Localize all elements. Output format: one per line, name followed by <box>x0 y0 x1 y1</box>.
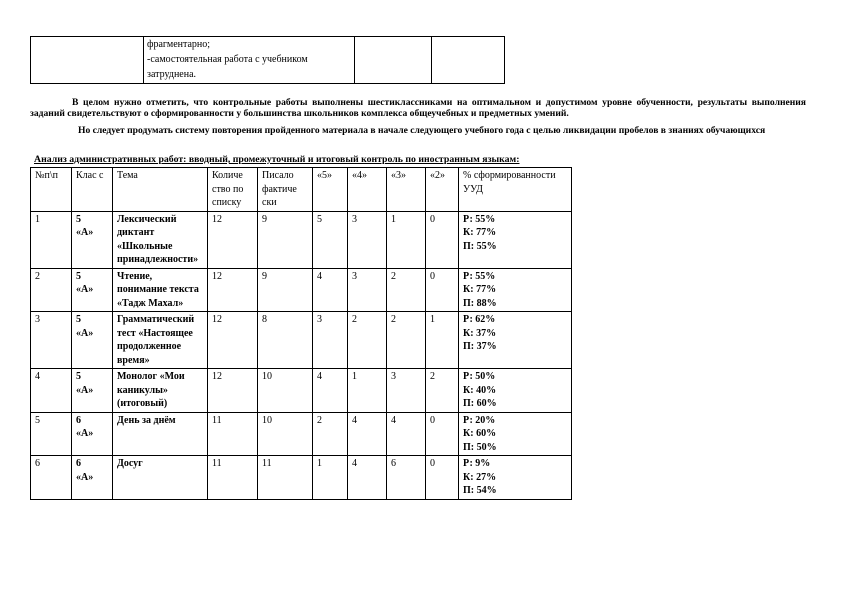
row-grade-3: 6 <box>387 456 426 500</box>
row-total: 11 <box>208 456 258 500</box>
row-topic: Монолог «Мои каникулы» (итоговый) <box>113 369 208 413</box>
row-wrote: 10 <box>258 369 313 413</box>
header-grade-5: «5» <box>313 168 348 212</box>
uud-communicative: К: 40% <box>463 384 497 396</box>
class-grade: 5 <box>76 213 81 225</box>
uud-cognitive: П: 54% <box>463 485 497 496</box>
row-topic: День за днём <box>113 412 208 456</box>
row-number: 6 <box>31 456 72 500</box>
table-row <box>31 312 572 369</box>
row-grade-3: 1 <box>387 211 426 268</box>
header-class: Клас с <box>72 168 113 212</box>
analysis-heading: Анализ административных работ: вводный, промежуточный и итоговый контроль по иностранным языкам: <box>34 154 520 165</box>
fragment-line: -самостоятельная работа с учебником <box>147 54 308 65</box>
table-row <box>31 412 572 456</box>
row-total: 12 <box>208 211 258 268</box>
uud-regulatory: Р: 55% <box>463 213 496 225</box>
table-row <box>31 268 572 312</box>
row-wrote: 8 <box>258 312 313 369</box>
row-number: 2 <box>31 268 72 312</box>
row-grade-4: 3 <box>348 268 387 312</box>
class-grade: 6 <box>76 458 81 469</box>
row-wrote: 10 <box>258 412 313 456</box>
results-table <box>30 167 572 500</box>
uud-communicative: К: 77% <box>463 284 497 295</box>
table-row <box>31 456 572 500</box>
row-grade-4: 4 <box>348 456 387 500</box>
row-grade-2: 0 <box>426 268 459 312</box>
row-grade-5: 4 <box>313 268 348 312</box>
uud-communicative: К: 60% <box>463 428 497 439</box>
row-total: 12 <box>208 312 258 369</box>
uud-regulatory: Р: 20% <box>463 414 496 426</box>
uud-cognitive: П: 55% <box>463 240 497 252</box>
row-number: 3 <box>31 312 72 369</box>
fragment-cell-empty <box>31 37 144 84</box>
row-number: 4 <box>31 369 72 413</box>
class-grade: 5 <box>76 314 81 325</box>
uud-communicative: К: 27% <box>463 471 497 483</box>
uud-cognitive: П: 37% <box>463 341 497 352</box>
row-total: 11 <box>208 412 258 456</box>
fragment-table <box>30 36 505 84</box>
row-grade-3: 3 <box>387 369 426 413</box>
row-grade-4: 4 <box>348 412 387 456</box>
header-wrote: Писало фактиче ски <box>258 168 313 212</box>
class-letter: «А» <box>76 428 94 439</box>
row-number: 5 <box>31 412 72 456</box>
row-grade-2: 1 <box>426 312 459 369</box>
fragment-text-cell <box>144 37 355 84</box>
recommendation-paragraph: Но следует продумать систему повторения пройденного материала в начале следующего учебного года с целью ликвидации пробелов в знаниях обучающихся <box>78 125 766 136</box>
class-grade: 5 <box>76 371 81 382</box>
row-grade-5: 4 <box>313 369 348 413</box>
row-uud <box>459 369 572 413</box>
row-grade-5: 5 <box>313 211 348 268</box>
header-topic: Тема <box>113 168 208 212</box>
class-grade: 6 <box>76 414 81 426</box>
row-grade-5: 1 <box>313 456 348 500</box>
uud-regulatory: Р: 62% <box>463 314 496 325</box>
header-number: №п\п <box>31 168 72 212</box>
row-wrote: 11 <box>258 456 313 500</box>
table-row <box>31 37 505 84</box>
row-grade-3: 4 <box>387 412 426 456</box>
uud-cognitive: П: 88% <box>463 297 497 309</box>
fragment-cell-empty <box>355 37 432 84</box>
header-grade-3: «3» <box>387 168 426 212</box>
row-total: 12 <box>208 268 258 312</box>
header-grade-4: «4» <box>348 168 387 212</box>
row-wrote: 9 <box>258 211 313 268</box>
uud-cognitive: П: 50% <box>463 441 497 453</box>
row-total: 12 <box>208 369 258 413</box>
class-letter: «А» <box>76 471 94 483</box>
row-wrote: 9 <box>258 268 313 312</box>
class-letter: «А» <box>76 227 94 238</box>
uud-cognitive: П: 60% <box>463 398 497 409</box>
row-grade-2: 0 <box>426 412 459 456</box>
row-uud <box>459 268 572 312</box>
row-grade-3: 2 <box>387 312 426 369</box>
uud-communicative: К: 37% <box>463 327 497 339</box>
row-grade-3: 2 <box>387 268 426 312</box>
uud-communicative: К: 77% <box>463 227 497 238</box>
row-grade-2: 2 <box>426 369 459 413</box>
row-topic: Досуг <box>113 456 208 500</box>
row-uud <box>459 412 572 456</box>
class-letter: «А» <box>76 384 94 396</box>
row-grade-4: 2 <box>348 312 387 369</box>
table-row <box>31 369 572 413</box>
fragment-line: фрагментарно; <box>147 39 211 50</box>
fragment-cell-empty <box>432 37 505 84</box>
row-grade-4: 1 <box>348 369 387 413</box>
row-class <box>72 456 113 500</box>
row-uud <box>459 312 572 369</box>
row-uud <box>459 211 572 268</box>
row-class <box>72 412 113 456</box>
row-grade-2: 0 <box>426 211 459 268</box>
row-topic: Чтение, понимание текста «Тадж Махал» <box>113 268 208 312</box>
uud-regulatory: Р: 55% <box>463 270 496 282</box>
header-total: Количе ство по списку <box>208 168 258 212</box>
row-grade-5: 2 <box>313 412 348 456</box>
row-class <box>72 268 113 312</box>
row-grade-2: 0 <box>426 456 459 500</box>
fragment-line: затруднена. <box>147 69 197 80</box>
class-letter: «А» <box>76 284 94 295</box>
table-header-row <box>31 168 572 212</box>
row-class <box>72 369 113 413</box>
row-class <box>72 312 113 369</box>
conclusion-paragraph: В целом нужно отметить, что контрольные работы выполнены шестиклассниками на оптимальном и допустимом уровне обученности, результаты выполнения заданий свидетельствуют о сформированности у большинства школьников комплекса общеучебных и предметных умений. <box>30 97 806 119</box>
header-uud: % сформированности УУД <box>459 168 572 212</box>
row-uud <box>459 456 572 500</box>
row-grade-4: 3 <box>348 211 387 268</box>
table-row <box>31 211 572 268</box>
header-grade-2: «2» <box>426 168 459 212</box>
row-topic: Грамматический тест «Настоящее продолженное время» <box>113 312 208 369</box>
row-number: 1 <box>31 211 72 268</box>
class-letter: «А» <box>76 327 94 339</box>
uud-regulatory: Р: 9% <box>463 458 491 469</box>
class-grade: 5 <box>76 270 81 282</box>
row-topic: Лексический диктант «Школьные принадлежности» <box>113 211 208 268</box>
uud-regulatory: Р: 50% <box>463 371 496 382</box>
row-class <box>72 211 113 268</box>
row-grade-5: 3 <box>313 312 348 369</box>
